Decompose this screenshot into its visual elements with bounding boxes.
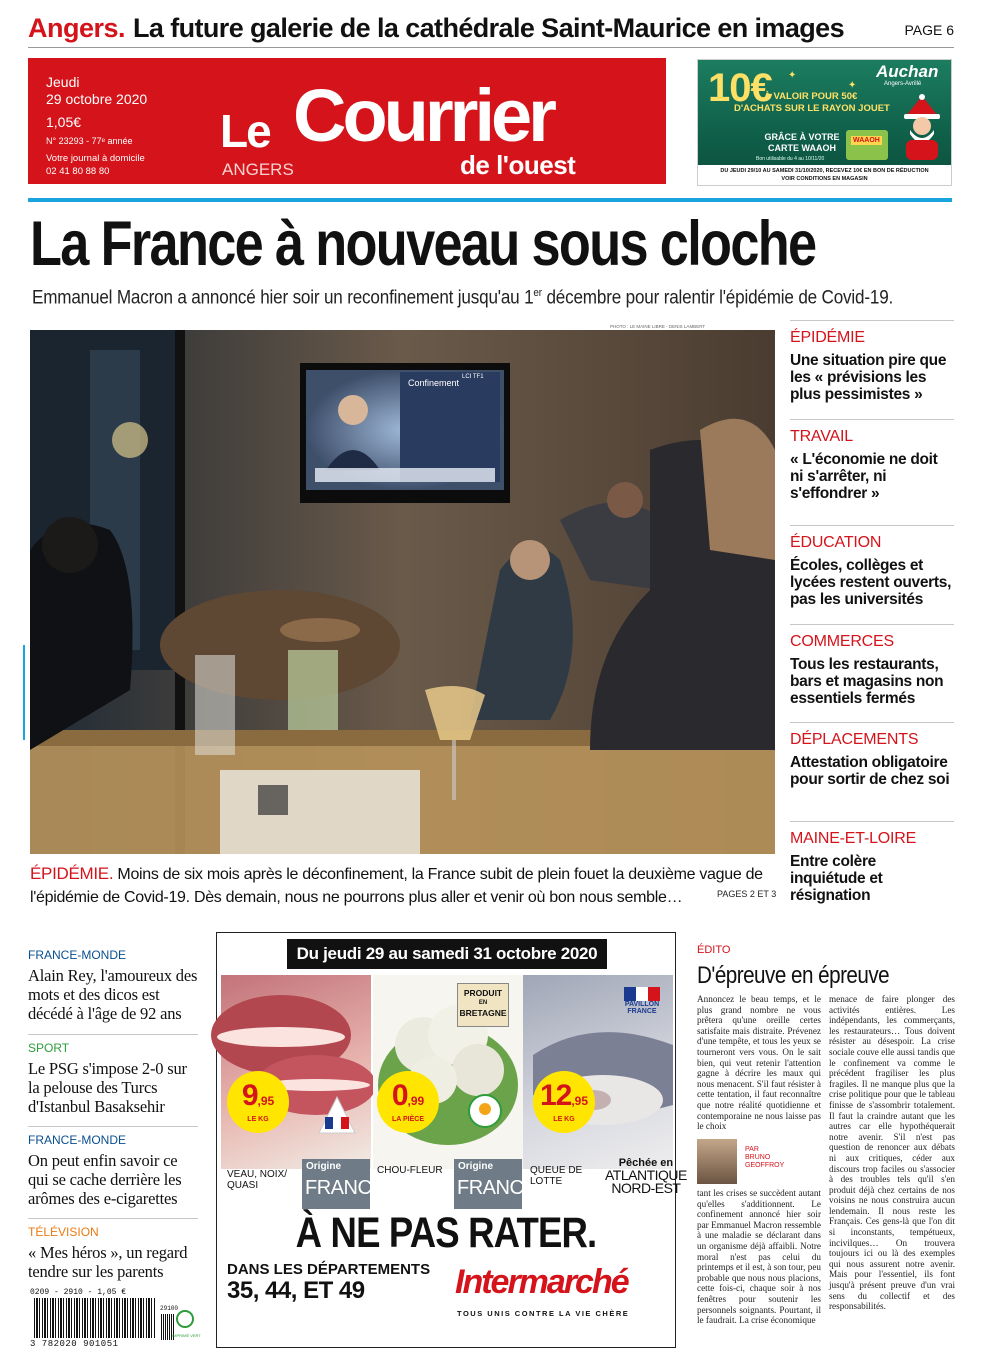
edito-author [745, 1146, 784, 1170]
auchan-card-validity: Bon utilisable du 4 au 10/11/20 [756, 156, 825, 162]
price-euros: 9 [241, 1079, 258, 1112]
sidebar-kicker: DÉPLACEMENTS [790, 731, 919, 748]
auchan-conditions [698, 165, 951, 185]
sidebar-text: « L'économie ne doit ni s'arrêter, ni s'effondrer » [790, 451, 938, 502]
peche-zone-line1: ATLANTIQUE [605, 1167, 687, 1183]
author-last-name: GEOFFROY [745, 1162, 785, 1169]
subscription-label: Votre journal à domicile [46, 153, 145, 164]
cauliflower-label: CHOU-FLEUR [377, 1165, 443, 1176]
auchan-card-line2: CARTE WAAOH [768, 143, 836, 153]
ad-slogan: À NE PAS RATER. [295, 1209, 597, 1257]
top-teaser-city: Angers. [28, 12, 126, 43]
edito-kicker: ÉDITO [697, 944, 731, 956]
issue-number: N° 23293 - 77ᵉ année [46, 136, 133, 146]
peche-zone-line2: NORD-EST [611, 1180, 681, 1196]
brief-text: « Mes héros », un regard tendre sur les parents [28, 1243, 188, 1281]
brief-kicker: FRANCE-MONDE [28, 1133, 126, 1147]
brief-kicker: TÉLÉVISION [28, 1225, 99, 1239]
viande-de-veau-francaise-logo-icon [317, 1095, 357, 1135]
bretagne-tag-line1: PRODUIT [463, 988, 503, 998]
barcode-supplement: 29100 [160, 1305, 179, 1312]
divider [23, 645, 25, 740]
logo-ouest: de l'ouest [460, 150, 576, 180]
issue-date [46, 74, 147, 108]
subhead-sup: er [533, 287, 542, 299]
author-first-name: BRUNO [745, 1154, 771, 1161]
caption-kicker: ÉPIDÉMIE. [30, 864, 114, 883]
sidebar-item-deplacements[interactable] [790, 722, 954, 788]
sidebar-kicker: ÉPIDÉMIE [790, 329, 865, 346]
auchan-amount: 10€ [708, 66, 772, 110]
auchan-store: Angers-Avrillé [884, 81, 922, 87]
edito-title: D'épreuve en épreuve [697, 962, 890, 989]
sidebar-kicker: ÉDUCATION [790, 534, 882, 551]
sidebar-kicker: MAINE-ET-LOIRE [790, 830, 917, 847]
brief-item[interactable] [28, 1034, 198, 1116]
origin-country: FRANCE [305, 1177, 385, 1199]
fruits-legumes-de-france-logo-icon [467, 1093, 503, 1129]
brief-kicker: SPORT [28, 1041, 70, 1055]
origin-box [454, 1159, 537, 1209]
loyalty-card-icon [846, 130, 888, 160]
issue-date-text: 29 octobre 2020 [46, 91, 148, 107]
caption-page-ref[interactable]: PAGES 2 ET 3 [717, 889, 777, 899]
edito-column-1: Annoncez le beau temps, et le plus grand nombre ne vous prêtera qu'une oreille certes satisfaite mais distraite. Prévenez d'une tempête, et tous les yeux se tourneront vers vous. On le sait bien, qui veut retenir l'attention gagne à décrire les maux qui nous menacent. S'il faut résister à cette tentation, il faut reconnaître que notre réalité quotidienne et contemporaine ne nous laisse pas le choix [697, 994, 821, 1132]
monkfish-label-line2: LOTTE [530, 1176, 563, 1187]
bar-scene-illustration [30, 330, 775, 854]
peche-label: Pêchée en [618, 1157, 674, 1169]
star-icon: ✦ [788, 70, 797, 81]
edito-column-1b: tant les crises se succèdent autant qu'elles s'additionnent. Le confinement annoncé hier soir par Emmanuel Macron ressemble à une maladie se déclarant dans un organisme déjà affaibli. Notre moral n'est pas celui du printemps et il est, à son tour, peu probable que nous nous placions, cette fois-ci, chaque soir à nos fenêtres pour soutenir les personnels soignants. Pourtant, il le faudrait. La crise économique [697, 1188, 821, 1326]
flag-icon [624, 987, 660, 1001]
author-avatar [697, 1139, 737, 1184]
brief-item[interactable] [28, 1218, 198, 1281]
brief-kicker: FRANCE-MONDE [28, 948, 126, 962]
subscription-phone: 02 41 80 88 80 [46, 166, 110, 177]
issue-day: Jeudi [46, 74, 80, 90]
brief-text: On peut enfin savoir ce qui se cache derrière les arômes des e-cigarettes [28, 1151, 182, 1208]
top-teaser-title: La future galerie de la cathédrale Saint-Maurice en images [133, 12, 844, 43]
pavillon-france-logo [611, 987, 673, 1015]
price-unit: LE KG [553, 1116, 575, 1123]
star-icon: ✦ [848, 80, 857, 91]
masthead [28, 58, 666, 184]
ad-product-veal[interactable] [221, 975, 371, 1169]
brief-text: Alain Rey, l'amoureux des mots et des dicos est décédé à l'âge de 92 ans [28, 966, 198, 1023]
price-badge [227, 1071, 289, 1133]
price-cents: ,99 [407, 1094, 425, 1108]
auchan-card-line1: GRÂCE À VOTRE [764, 132, 840, 142]
sidebar-text: Attestation obligatoire pour sortir de chez soi [790, 754, 950, 788]
main-photo[interactable] [30, 330, 775, 854]
sidebar-item-commerces[interactable] [790, 624, 954, 707]
veal-label-line2: QUASI [227, 1180, 259, 1191]
origin-label: Origine [306, 1161, 342, 1172]
divider [28, 47, 954, 48]
sidebar-text: Écoles, collèges et lycées restent ouverts, pas les universités [790, 557, 952, 608]
sidebar-text: Une situation pire que les « prévisions les plus pessimistes » [790, 352, 947, 403]
main-headline[interactable]: La France à nouveau sous cloche [30, 209, 816, 279]
price-unit: LE KG [247, 1116, 269, 1123]
sidebar-kicker: COMMERCES [790, 633, 894, 650]
origin-box [302, 1159, 385, 1209]
photo-credit: PHOTO : LE MAINE LIBRE - DENIS LAMBERT [610, 324, 706, 329]
brief-text: Le PSG s'impose 2-0 sur la pelouse des Turcs d'Istanbul Basaksehir [28, 1059, 187, 1116]
sidebar-text: Tous les restaurants, bars et magasins non essentiels fermés [790, 656, 944, 707]
subscription-info [46, 152, 145, 178]
sidebar-item-education[interactable] [790, 525, 954, 608]
subhead-part1: Emmanuel Macron a annoncé hier soir un reconfinement jusqu'au 1 [32, 287, 534, 309]
barcode-digits: 3 782020 901051 [30, 1339, 119, 1349]
price-badge [533, 1071, 595, 1133]
price-euros: 0 [391, 1079, 408, 1112]
recycle-icon [176, 1310, 194, 1328]
auchan-offer [734, 91, 890, 115]
ad-departments-label: DANS LES DÉPARTEMENTS [227, 1261, 431, 1278]
price-cents: ,95 [257, 1094, 275, 1108]
print-label: IMPRIMÉ VERT [172, 1333, 201, 1338]
veal-label-line1: VEAU, NOIX/ [227, 1169, 288, 1180]
loyalty-card-logo: WAAOH [853, 137, 880, 144]
sidebar-kicker: TRAVAIL [790, 428, 853, 445]
logo-le: Le [220, 105, 270, 157]
origin-country: FRANCE [457, 1177, 537, 1199]
sidebar-item-maine-et-loire[interactable] [790, 821, 954, 904]
barcode-header: 0209 - 2910 - 1,05 € [30, 1288, 127, 1297]
santa-icon [898, 94, 946, 160]
photo-caption [30, 862, 775, 909]
veal-label [227, 1169, 287, 1191]
auchan-conditions-line2: VOIR CONDITIONS EN MAGASIN [781, 176, 868, 182]
page-reference: PAGE 6 [904, 22, 954, 38]
top-teaser[interactable] [28, 10, 954, 46]
bretagne-tag-line3: BRETAGNE [459, 1008, 507, 1018]
logo-courrier: Courrier [293, 74, 553, 157]
ad-product-monkfish[interactable] [523, 975, 673, 1169]
brief-item[interactable] [28, 942, 198, 1023]
ad-dates: Du jeudi 29 au samedi 31 octobre 2020 [287, 939, 607, 969]
pavillon-france-text: PAVILLON FRANCE [624, 1001, 660, 1015]
auchan-offer-line1: À VALOIR POUR 50€ [764, 91, 858, 102]
subhead-part2: décembre pour ralentir l'épidémie de Covid-19. [541, 287, 894, 309]
ad-product-cauliflower[interactable] [373, 975, 523, 1169]
auchan-card-text [762, 132, 842, 154]
origin-label: Origine [458, 1161, 494, 1172]
auchan-ad[interactable] [697, 59, 952, 186]
bretagne-tag [457, 983, 509, 1027]
price-cents: ,95 [571, 1094, 589, 1108]
sidebar-text: Entre colère inquiétude et résignation [790, 853, 883, 904]
author-by: PAR [745, 1146, 759, 1153]
veal-illustration [221, 975, 371, 1169]
ad-departments: 35, 44, ET 49 [227, 1277, 365, 1304]
peche-box [605, 1157, 687, 1195]
edition-name: ANGERS [222, 160, 294, 179]
main-subhead [32, 287, 893, 309]
divider [28, 198, 952, 202]
intermarche-ad[interactable] [216, 932, 687, 1348]
intermarche-logo: Intermarché [455, 1263, 628, 1301]
sidebar-item-travail[interactable] [790, 419, 954, 502]
barcode-icon [34, 1298, 156, 1338]
intermarche-tagline: TOUS UNIS CONTRE LA VIE CHÈRE [457, 1309, 630, 1318]
tv-channel: LCI TF1 [462, 374, 484, 380]
tv-title: Confinement [408, 378, 460, 388]
monkfish-label-line1: QUEUE DE [530, 1165, 583, 1176]
bretagne-tag-line2: EN [478, 1000, 488, 1006]
issue-price: 1,05€ [46, 114, 82, 130]
edito-column-2: menace de faire plonger des activités entières. Les indépendants, les commerçants, les restaurateurs… Tous doivent résister au désespoir. La crise sociale couve elle aussi tandis que le confinement va comme le précédent fragiliser les plus fragiles. Il ne manque plus que la crise politique pour que le tableau finisse de s'assombrir totalement. Il faut la craindre autant que les autres car elle hypothéquerait notre avenir. S'il n'est pas question de renoncer aux débats ni aux critiques, céder aux discours trop faciles ou s'associer à des troubles tels qu'il s'en produit déjà chez certains de nos voisins ne nous construira aucun lendemain. Il nous reste les Français. Ces gens-là que l'on dit si inconstants, tempétueux, incivilques… On trouvera toujours ici ou là des exemples qui nous assurent notre avenir. Mais pour l'essentiel, ils font jusqu'à présent preuve d'un vrai sens du collectif et des responsabilités. [829, 994, 955, 1312]
price-euros: 12 [539, 1079, 572, 1112]
brief-item[interactable] [28, 1126, 198, 1208]
monkfish-label [530, 1165, 582, 1187]
sidebar-item-epidemie[interactable] [790, 320, 954, 403]
price-unit: LA PIÈCE [391, 1116, 425, 1123]
price-badge [377, 1071, 439, 1133]
auchan-offer-line2: D'ACHATS SUR LE RAYON JOUET [734, 103, 890, 114]
caption-text: Moins de six mois après le déconfinement, la France subit de plein fouet la deuxième vague de l'épidémie de Covid-19. Dès demain, nous ne pourrons plus aller et venir où bon nous semble… [30, 866, 763, 906]
auchan-logo: Auchan [876, 62, 939, 81]
auchan-conditions-line1: DU JEUDI 29/10 AU SAMEDI 31/10/2020, RECEVEZ 10€ EN BON DE RÉDUCTION [720, 168, 929, 174]
